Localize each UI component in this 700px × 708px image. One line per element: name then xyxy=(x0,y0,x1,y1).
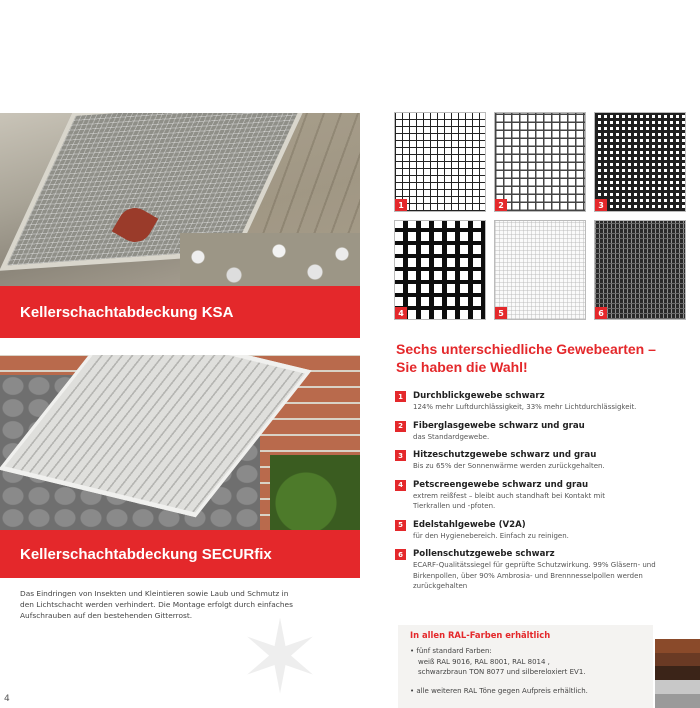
page-number: 4 xyxy=(4,694,10,704)
fabric-swatch-grid xyxy=(394,112,686,322)
color-chip xyxy=(655,653,700,667)
ral-color-strip xyxy=(655,625,700,708)
color-chip xyxy=(655,694,700,708)
list-item: 2 Fiberglasgewebe schwarz und grau das Standardgewebe. xyxy=(395,420,690,443)
swatch-1: 1 xyxy=(394,112,486,212)
securfix-description: Das Eindringen von Insekten und Kleintieren sowie Laub und Schmutz in den Lichtschacht werden verhindert. Die Montage erfolgt durch einfaches Aufschrauben auf den bestehenden Gitterrost. xyxy=(20,589,293,620)
securfix-title-bar xyxy=(0,530,360,578)
list-item: 3 Hitzeschutzgewebe schwarz und grau Bis zu 65% der Sonnenwärme werden zurückgehalten. xyxy=(395,449,690,472)
list-item: 5 Edelstahlgewebe (V2A) für den Hygienebereich. Einfach zu reinigen. xyxy=(395,519,690,542)
list-item: 6 Pollenschutzgewebe schwarz ECARF-Qualitätssiegel für geprüfte Schutzwirkung. 99% Gläsern- und Birkenpollen, über 90% Ambrosia- und Brennnesselpollen werden zurückgehalten xyxy=(395,548,690,592)
swatch-5: 5 xyxy=(494,220,586,320)
swatch-6: 6 xyxy=(594,220,686,320)
list-item: 1 Durchblickgewebe schwarz 124% mehr Luftdurchlässigkeit, 33% mehr Lichtdurchlässigkeit. xyxy=(395,390,690,413)
section-heading: Sechs unterschiedliche Gewebearten – Sie haben die Wahl! xyxy=(396,341,656,375)
ksa-title: Kellerschachtabdeckung KSA xyxy=(20,303,234,321)
securfix-title: Kellerschachtabdeckung SECURfix xyxy=(20,545,272,563)
ral-colors-box: In allen RAL-Farben erhältlich • fünf standard Farben: weiß RAL 9016, RAL 8001, RAL 8014 , schwarzbraun TON 8077 und silbereloxiert EV1. • alle weiteren RAL Töne gegen Aufpreis erhältlich. xyxy=(398,625,653,708)
color-chip xyxy=(655,666,700,680)
color-chip xyxy=(655,680,700,694)
swatch-2: 2 xyxy=(494,112,586,212)
color-chip xyxy=(655,625,700,639)
color-chip xyxy=(655,639,700,653)
maple-leaf-icon: ✶ xyxy=(238,599,322,708)
swatch-4: 4 xyxy=(394,220,486,320)
ral-title: In allen RAL-Farben erhältlich xyxy=(410,630,551,640)
ksa-photo xyxy=(0,113,360,286)
securfix-photo xyxy=(0,355,360,530)
ksa-title-bar xyxy=(0,286,360,338)
swatch-3: 3 xyxy=(594,112,686,212)
list-item: 4 Petscreengewebe schwarz und grau extrem reißfest – bleibt auch standhaft bei Kontakt mit Tierkrallen und -pfoten. xyxy=(395,479,690,512)
fabric-type-list xyxy=(395,390,690,599)
